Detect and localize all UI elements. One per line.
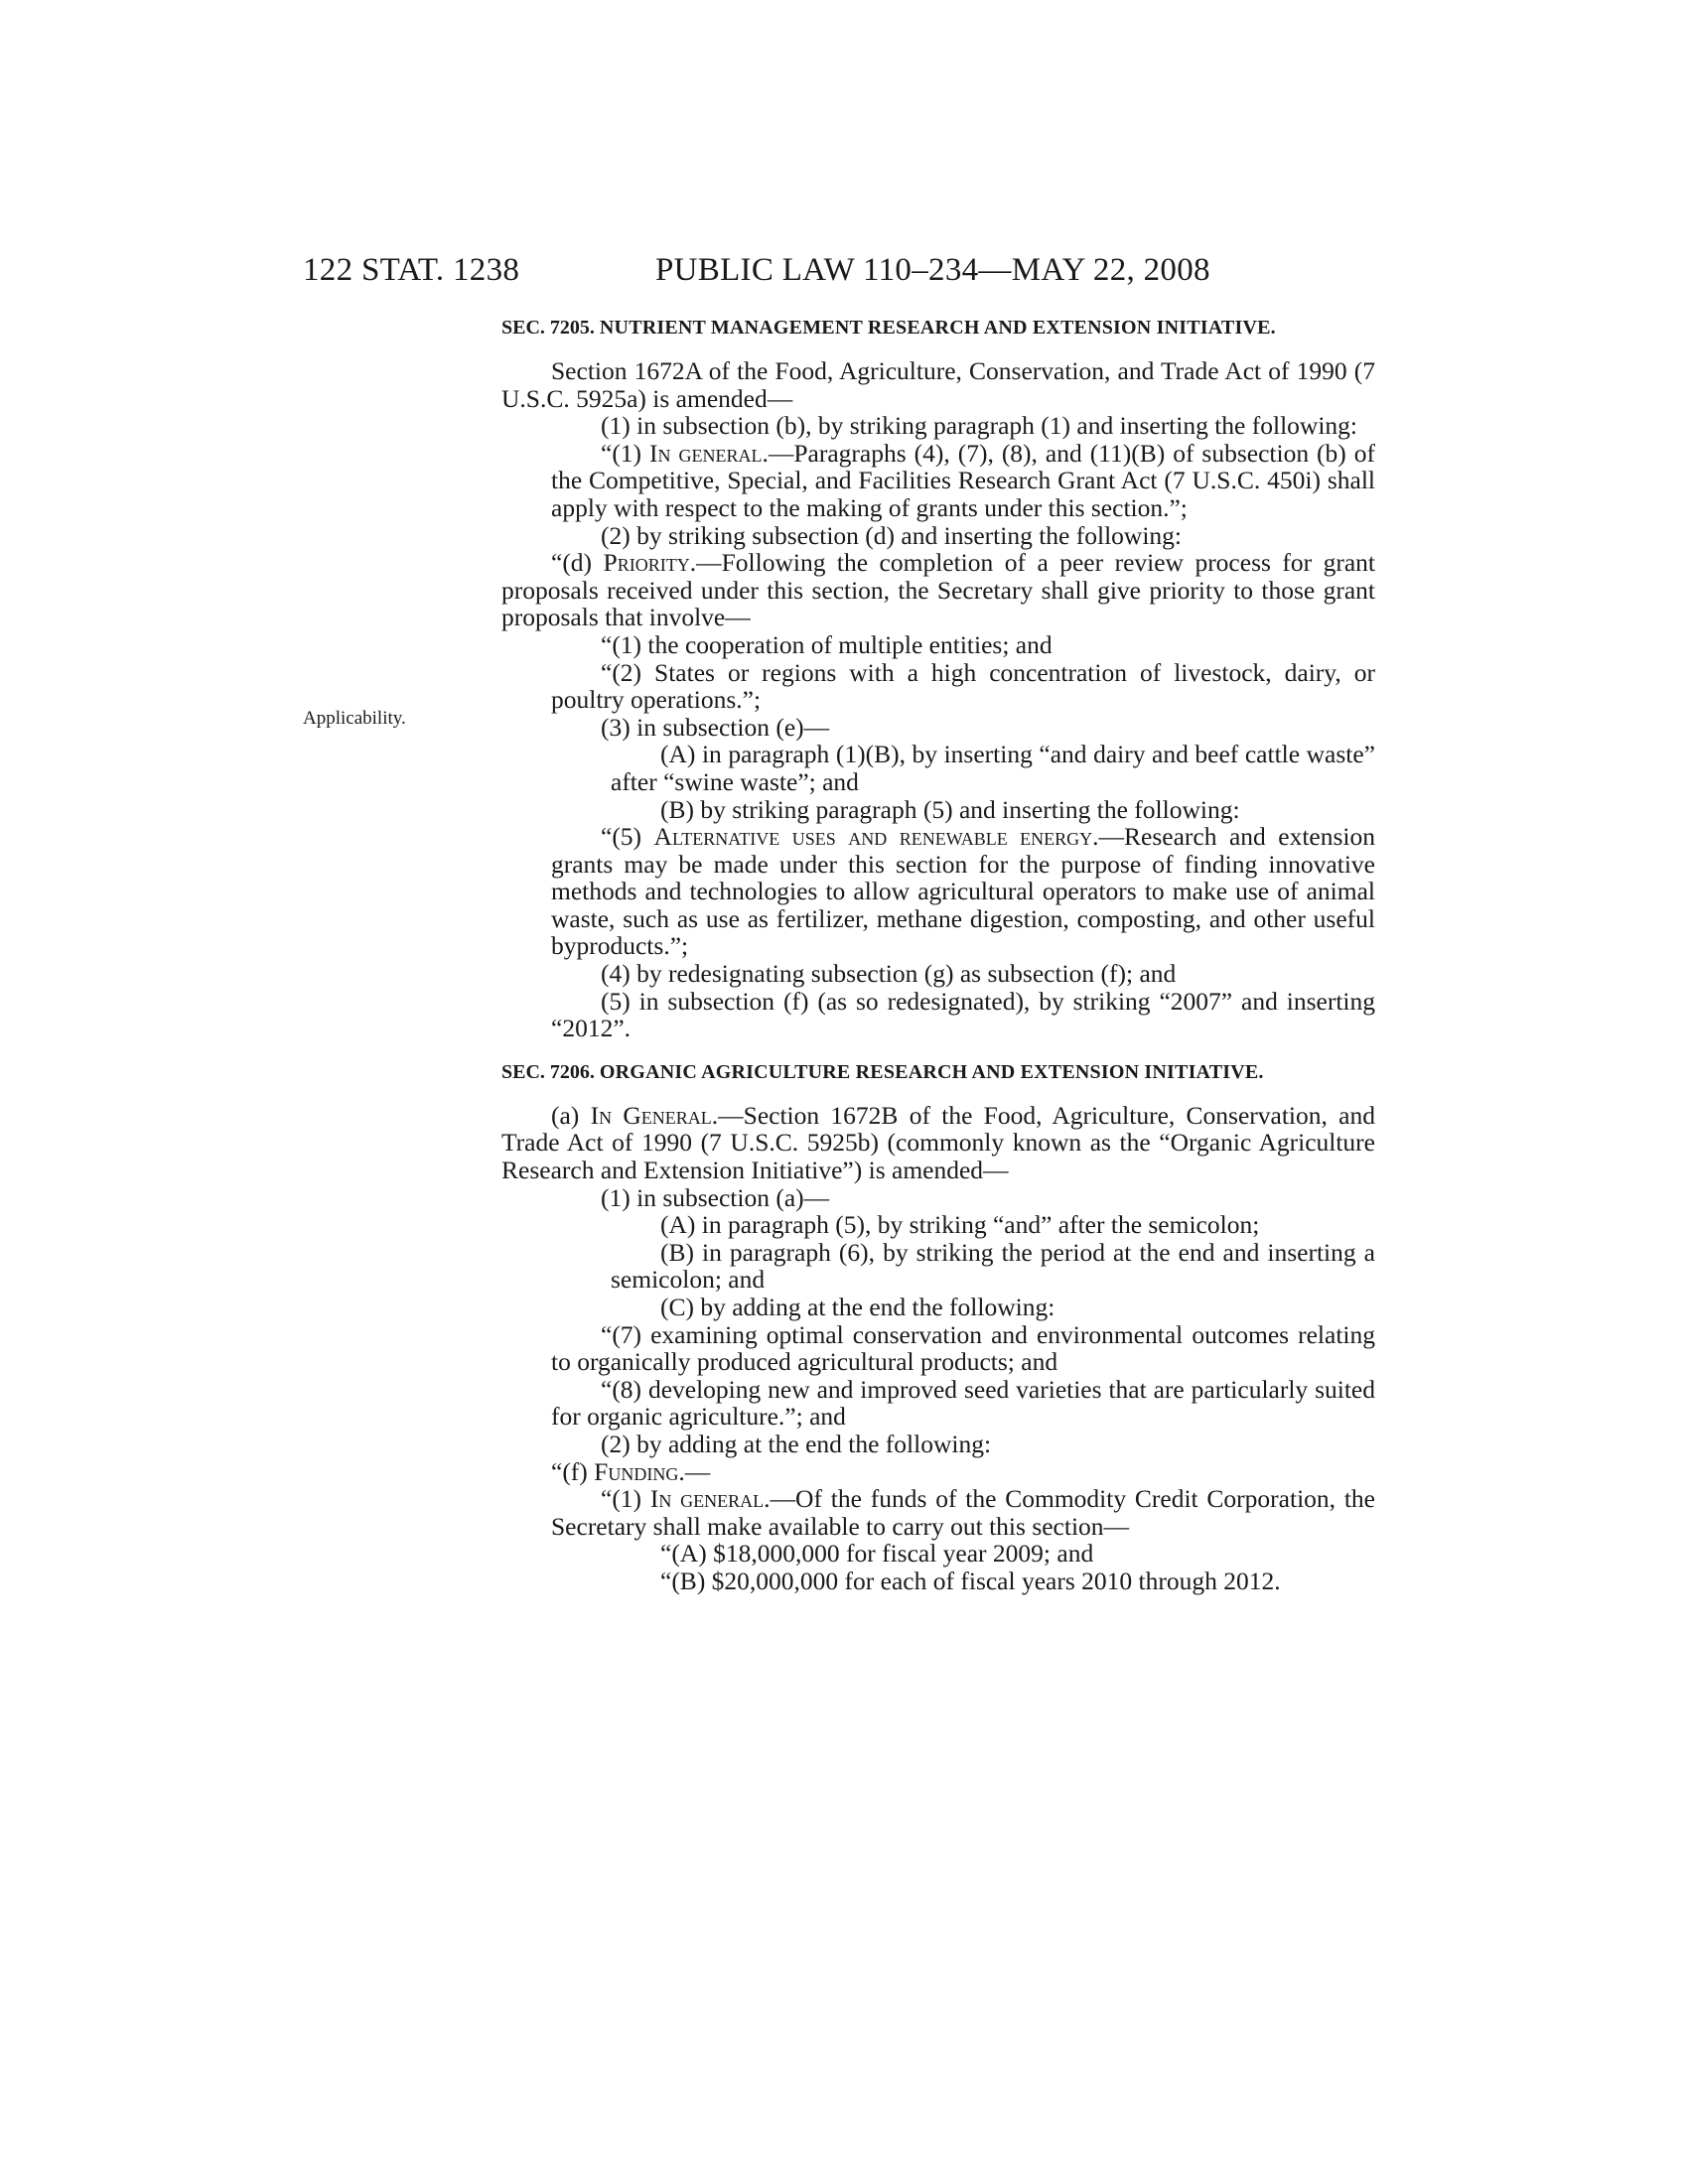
sec7205-item-2: (2) by striking subsection (d) and inserting the following: [601, 520, 1182, 550]
sec7205-item-3B: (B) by striking paragraph (5) and inserting the following: [660, 794, 1240, 824]
sec7206-item-1A: (A) in paragraph (5), by striking “and” after the semicolon; [660, 1210, 1260, 1240]
public-law-title: PUBLIC LAW 110–234—MAY 22, 2008 [655, 252, 1210, 288]
stat-page-number: 122 STAT. 1238 [303, 252, 520, 288]
section-7205-heading [501, 316, 1375, 340]
sec7206-item-1C: (C) by adding at the end the following: [660, 1293, 1055, 1321]
sec7206-item-1: (1) in subsection (a)— [601, 1182, 830, 1212]
sec7205-quoted-d2: “(2) States or regions with a high concentration of livestock, dairy, or poultry operations.”; [551, 657, 1375, 715]
section-7206-heading [501, 1060, 1375, 1084]
sec7206-quoted-paragraph-8: “(8) developing new and improved seed varieties that are particularly suited for organic agriculture.”; and [551, 1374, 1375, 1432]
sec7205-item-5: (5) in subsection (f) (as so redesignated), by striking “2007” and inserting “2012”. [551, 986, 1375, 1043]
sec7206-item-2: (2) by adding at the end the following: [601, 1429, 992, 1458]
sec7205-quoted-paragraph-5: “(5) Alternative uses and renewable energy.—Research and extension grants may be made under this section for the purpose of finding innovative methods and technologies to allow agricultural operators to make use of animal waste, such as use as fertilizer, methane digestion, composting, and other useful byproducts.”; [551, 822, 1375, 961]
sec7205-item-3A: (A) in paragraph (1)(B), by inserting “and dairy and beef cattle waste” after “swine waste”; and [611, 740, 1375, 796]
section-title: NUTRIENT MANAGEMENT RESEARCH AND EXTENSION INITIATIVE. [599, 317, 1276, 339]
sec7206-item-1B: (B) in paragraph (6), by striking the period at the end and inserting a semicolon; and [611, 1237, 1375, 1295]
sec7206-quoted-subsection-f: “(f) Funding.— [551, 1456, 711, 1486]
sec7205-quoted-d1: “(1) the cooperation of multiple entities; and [601, 629, 1053, 659]
sec7205-quoted-subsection-d: “(d) Priority.—Following the completion of a peer review process for grant proposals received under this section, the Secretary shall give priority to those grant proposals that involve— [501, 548, 1375, 632]
sec7206-quoted-paragraph-7: “(7) examining optimal conservation and environmental outcomes relating to organically produced agricultural products; and [551, 1319, 1375, 1377]
sec7205-quoted-paragraph-1: “(1) In general.—Paragraphs (4), (7), (8), and (11)(B) of subsection (b) of the Competitive, Special, and Facilities Research Grant Act (7 U.S.C. 450i) shall apply with respect to the making of grants under this section.”; [551, 438, 1375, 522]
sec7206-quoted-fB: “(B) $20,000,000 for each of fiscal years 2010 through 2012. [660, 1566, 1281, 1595]
section-title: ORGANIC AGRICULTURE RESEARCH AND EXTENSION INITIATIVE. [599, 1060, 1264, 1083]
margin-note-applicability: Applicability. [303, 708, 406, 729]
sec7206-subsection-a: (a) In General.—Section 1672B of the Food, Agriculture, Conservation, and Trade Act of 1990 (7 U.S.C. 5925b) (commonly known as the “Organic Agriculture Research and Extension Initiative”) is amended— [501, 1100, 1375, 1185]
section-number: SEC. 7205. [501, 317, 595, 339]
document-body [501, 316, 1375, 1595]
sec7205-item-1: (1) in subsection (b), by striking paragraph (1) and inserting the following: [601, 411, 1357, 441]
section-number: SEC. 7206. [501, 1060, 595, 1083]
sec7205-item-4: (4) by redesignating subsection (g) as subsection (f); and [601, 959, 1177, 989]
sec7206-quoted-f1: “(1) In general.—Of the funds of the Commodity Credit Corporation, the Secretary shall make available to carry out this section— [551, 1484, 1375, 1541]
sec7206-quoted-fA: “(A) $18,000,000 for fiscal year 2009; and [660, 1539, 1094, 1569]
sec7205-item-3: (3) in subsection (e)— [601, 712, 830, 742]
page-header [0, 248, 1688, 292]
sec7205-intro: Section 1672A of the Food, Agriculture, Conservation, and Trade Act of 1990 (7 U.S.C. 5925a) is amended— [501, 356, 1375, 413]
